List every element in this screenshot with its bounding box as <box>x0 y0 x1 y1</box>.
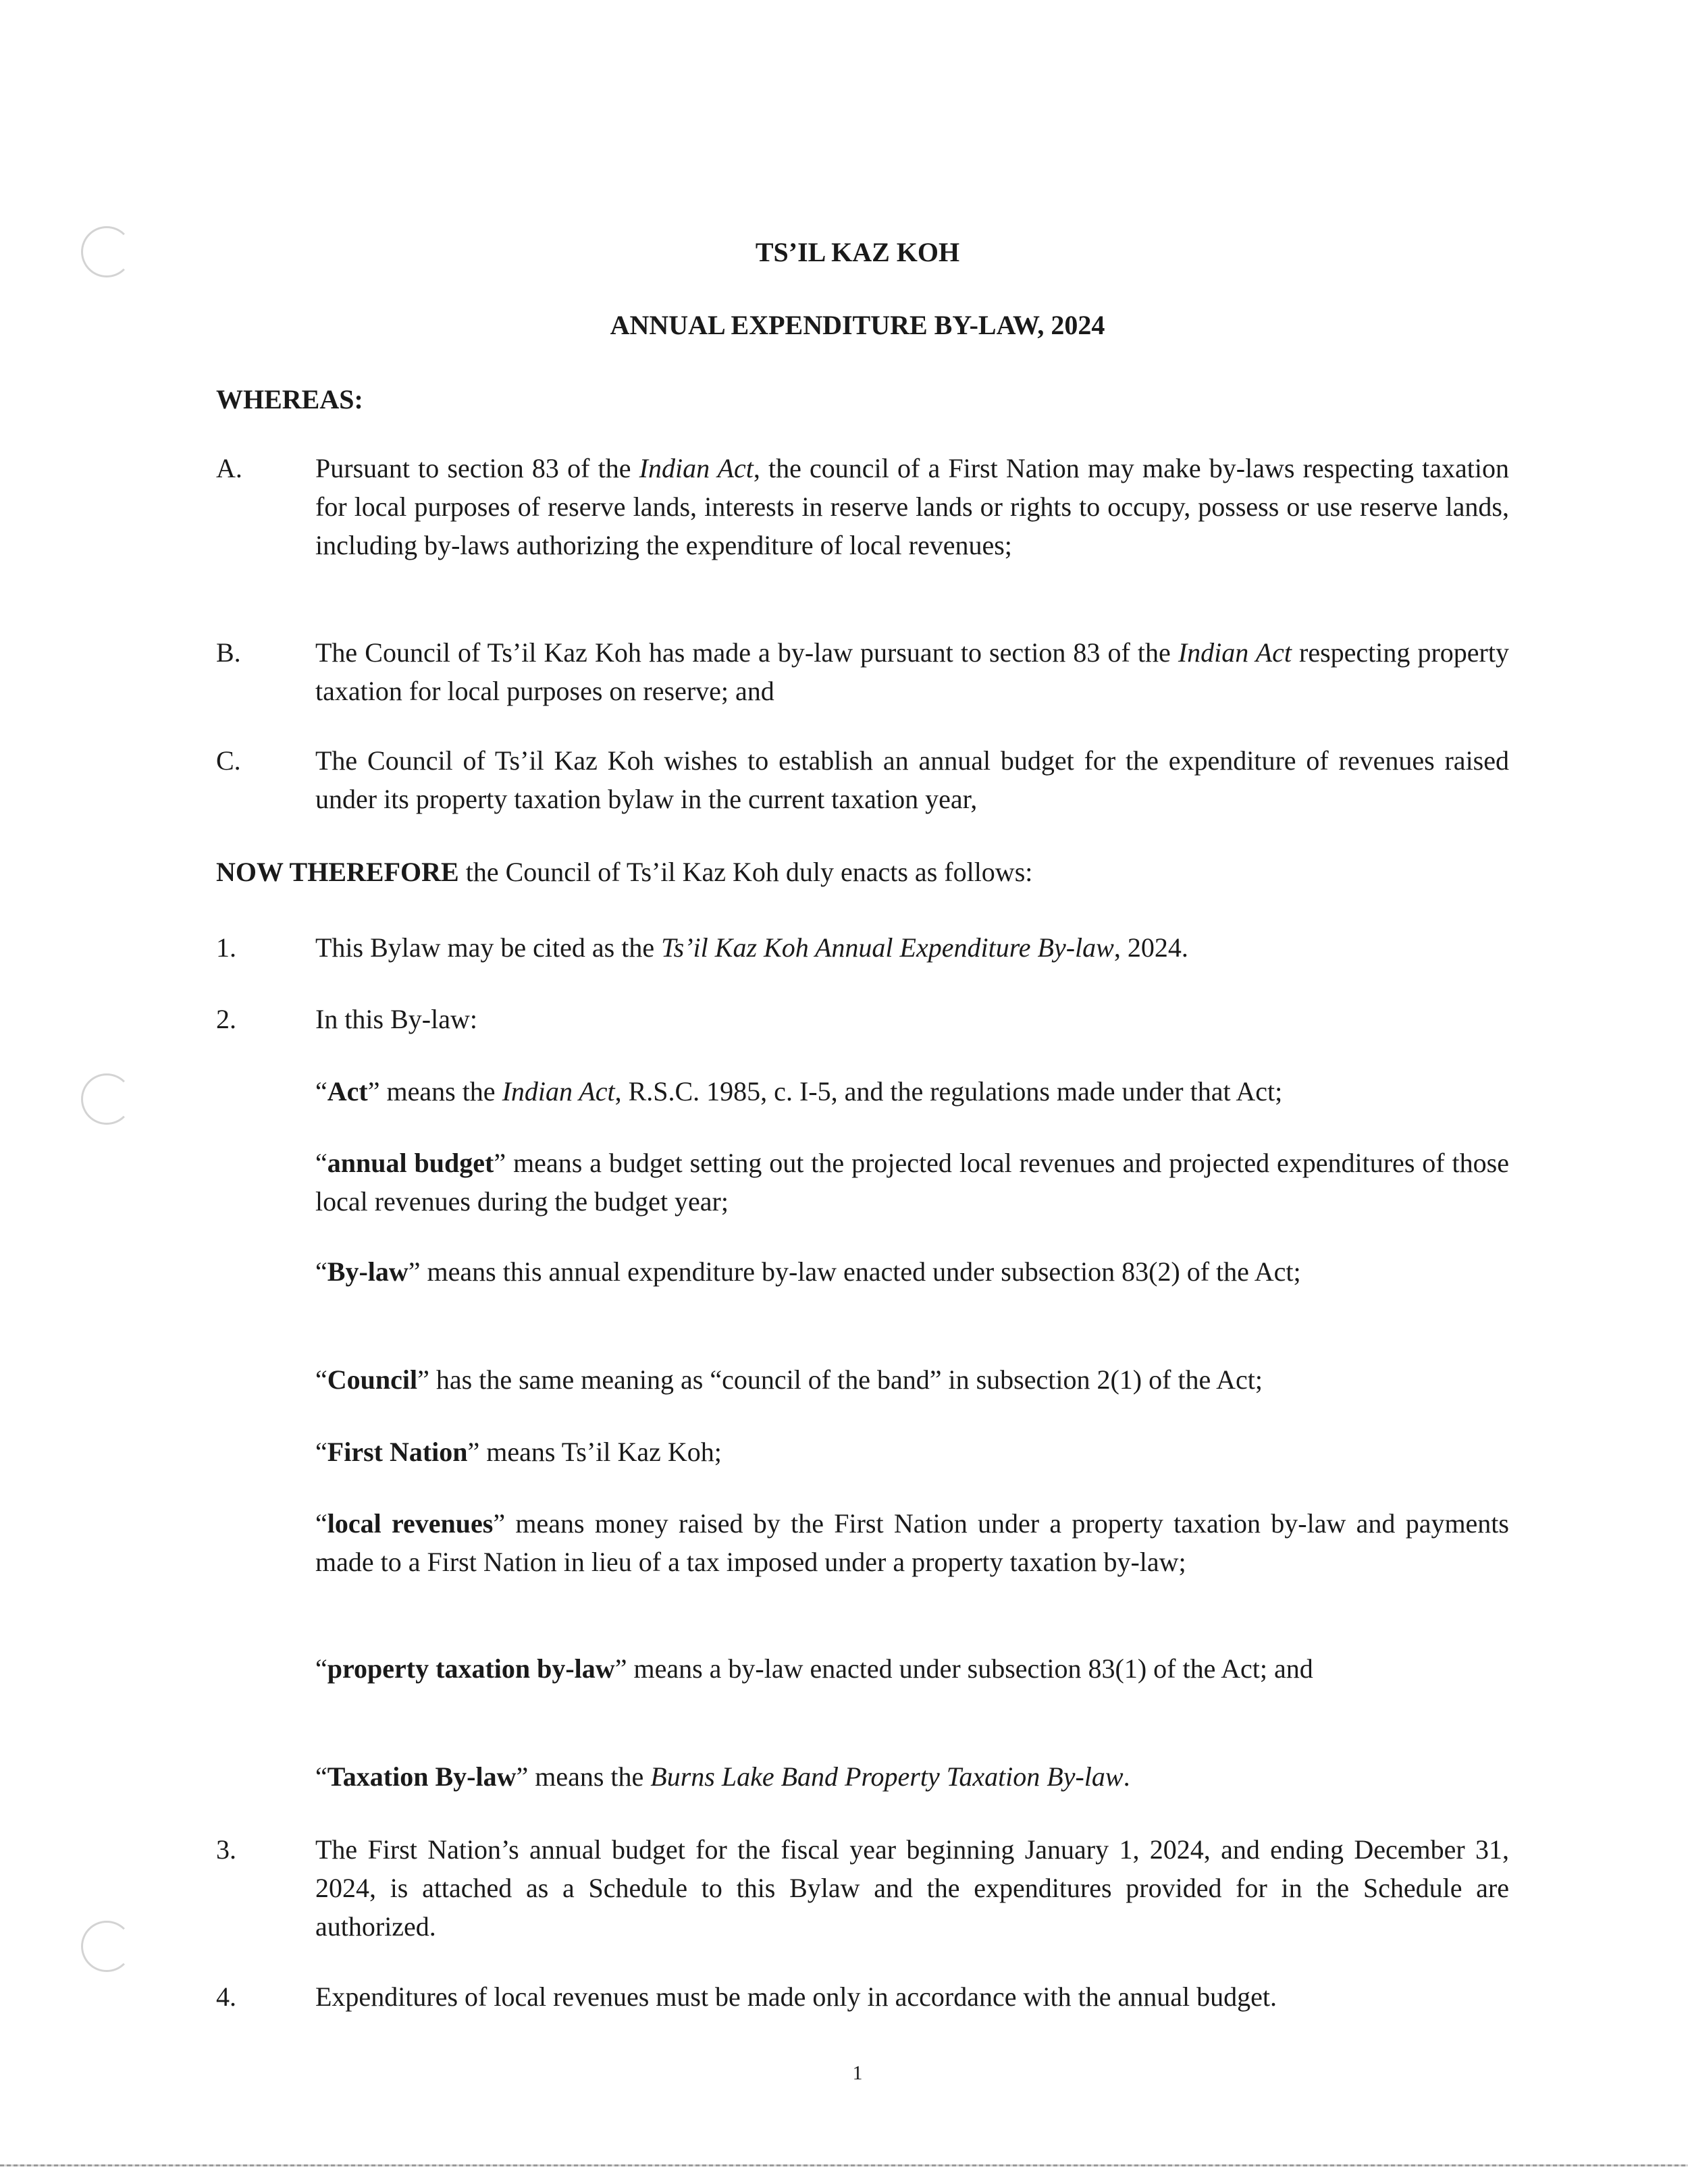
recital-c-text: The Council of Ts’il Kaz Koh wishes to establish an annual budget for the expenditure of revenues raised under its property taxation bylaw in the current taxation year, <box>315 745 1509 814</box>
definition-local-revenues: “local revenues” means money raised by the First Nation under a property taxation by-law and payments made to a First Nation in lieu of a tax imposed under a property taxation by-law; <box>315 1508 1509 1577</box>
whereas-heading: WHEREAS: <box>216 384 363 415</box>
recital-b-text: The Council of Ts’il Kaz Koh has made a by-law pursuant to section 83 of the Indian Act respecting property taxation for local purposes on reserve; and <box>315 637 1509 706</box>
recital-label: C. <box>216 745 241 776</box>
definition-council: “Council” has the same meaning as “council of the band” in subsection 2(1) of the Act; <box>315 1364 1263 1395</box>
definition-property-taxation-by-law: “property taxation by-law” means a by-law enacted under subsection 83(1) of the Act; and <box>315 1653 1313 1684</box>
section-number: 1. <box>216 932 236 963</box>
definition-act: “Act” means the Indian Act, R.S.C. 1985, c. I-5, and the regulations made under that Act; <box>315 1076 1283 1107</box>
definition-first-nation: “First Nation” means Ts’il Kaz Koh; <box>315 1437 722 1467</box>
section-number: 3. <box>216 1834 236 1865</box>
section-2-text: In this By-law: <box>315 1004 477 1034</box>
section-3-text: The First Nation’s annual budget for the fiscal year beginning January 1, 2024, and ending December 31, 2024, is attached as a Schedule to this Bylaw and the expenditures provided for in the Schedule are authorized. <box>315 1834 1509 1942</box>
document-title: TS’IL KAZ KOH <box>755 237 960 267</box>
punch-hole-mark <box>81 1073 132 1125</box>
section-number: 4. <box>216 1981 236 2012</box>
recital-a-text: Pursuant to section 83 of the Indian Act, the council of a First Nation may make by-laws respecting taxation for local purposes of reserve lands, interests in reserve lands or rights to occupy, possess or use reserve lands, including by-laws authorizing the expenditure of local revenues; <box>315 453 1509 560</box>
page-number: 1 <box>852 2062 863 2084</box>
recital-label: B. <box>216 637 241 668</box>
scan-edge-line <box>0 2164 1688 2166</box>
recital-label: A. <box>216 453 242 483</box>
section-number: 2. <box>216 1004 236 1034</box>
definition-taxation-by-law: “Taxation By-law” means the Burns Lake Band Property Taxation By-law. <box>315 1761 1130 1792</box>
enacting-clause: NOW THEREFORE the Council of Ts’il Kaz Koh duly enacts as follows: <box>216 857 1033 887</box>
definition-by-law: “By-law” means this annual expenditure by-law enacted under subsection 83(2) of the Act; <box>315 1256 1301 1287</box>
section-1-text: This Bylaw may be cited as the Ts’il Kaz Koh Annual Expenditure By-law, 2024. <box>315 932 1188 963</box>
document-subtitle: ANNUAL EXPENDITURE BY-LAW, 2024 <box>610 310 1105 340</box>
section-4-text: Expenditures of local revenues must be made only in accordance with the annual budget. <box>315 1981 1277 2012</box>
punch-hole-mark <box>81 1921 132 1972</box>
definition-annual-budget: “annual budget” means a budget setting out the projected local revenues and projected expenditures of those local revenues during the budget year; <box>315 1148 1509 1217</box>
